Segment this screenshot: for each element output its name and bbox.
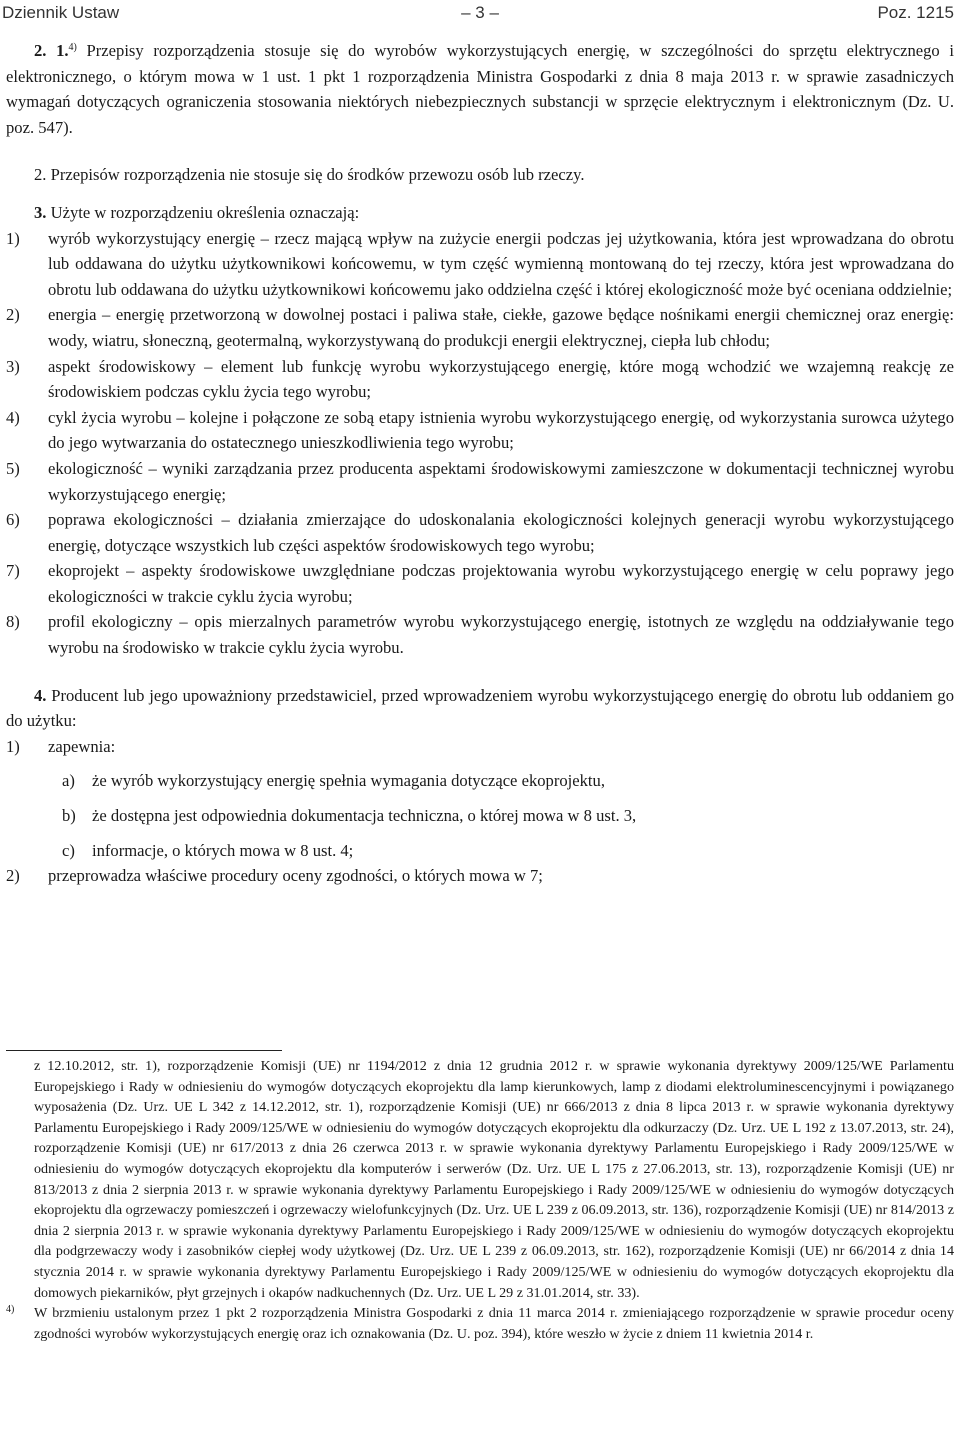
- subitem-text: że dostępna jest odpowiednia dokumentacja techniczna, o której mowa w 8 ust. 3,: [92, 806, 637, 826]
- obligation-subitem: [62, 803, 954, 829]
- page-header: [0, 0, 960, 28]
- section-2-paragraph-1: [6, 38, 954, 140]
- item-number: 3): [6, 356, 20, 376]
- item-number: 1): [6, 736, 20, 756]
- position-number: Poz. 1215: [877, 3, 954, 22]
- footnote-4: [6, 1303, 954, 1344]
- item-text: poprawa ekologiczności – działania zmierzające do udoskonalania ekologiczności kolejnych generacji wyrobu wykorzystującego energię, dotyczące wszystkich lub części aspektów środowiskowych tego wyrobu;: [48, 510, 954, 555]
- section-3-intro: [6, 200, 954, 226]
- section-4-number: 4.: [34, 685, 47, 705]
- subitem-text: informacje, o których mowa w 8 ust. 4;: [92, 840, 354, 860]
- section-3-number: 3.: [34, 202, 47, 222]
- item-text: cykl życia wyrobu – kolejne i połączone ze sobą etapy istnienia wyrobu wykorzystującego energię, od wykorzystania surowca użytego do jego wytwarzania do ostatecznego unieszkodliwienia tego wyrobu;: [48, 407, 954, 453]
- item-text: ekoprojekt – aspekty środowiskowe uwzględniane podczas projektowania wyrobu wykorzystującego energię w celu poprawy jego ekologiczności w trakcie cyklu życia wyrobu;: [48, 561, 954, 606]
- page-number: – 3 –: [461, 3, 499, 22]
- journal-title: Dziennik Ustaw: [2, 3, 120, 22]
- section-4-intro: [6, 683, 954, 734]
- definition-item: [6, 302, 954, 353]
- item-number: 7): [6, 561, 20, 581]
- section-2-number: 2. 1.: [34, 41, 69, 60]
- item-number: 1): [6, 228, 20, 248]
- item-number: 2): [6, 866, 20, 886]
- item-text: ekologiczność – wyniki zarządzania przez producenta aspektami środowiskowymi zamieszczone w dokumentacji technicznej wyrobu wykorzystującego energię;: [48, 458, 954, 504]
- definition-item: [6, 354, 954, 405]
- footnotes: [6, 1050, 954, 1344]
- section-2-paragraph-1-text: Przepisy rozporządzenia stosuje się do wyrobów wykorzystujących energię, w szczególności do sprzętu elektrycznego i elektronicznego, o którym mowa w 1 ust. 1 pkt 1 rozporządzenia Ministra Gospodarki z dnia 8 maja 2013 r. w sprawie zasadniczych wymagań dotyczących ograniczenia stosowania niektórych niebezpiecznych substancji w sprzęcie elektrycznym i elektronicznym (Dz. U. poz. 547).: [6, 41, 954, 137]
- item-text: zapewnia:: [48, 736, 116, 756]
- document-body: [6, 38, 954, 889]
- subitem-text: że wyrób wykorzystujący energię spełnia wymagania dotyczące ekoprojektu,: [92, 771, 605, 791]
- subitem-letter: a): [62, 771, 75, 791]
- footnote-4-text: W brzmieniu ustalonym przez 1 pkt 2 rozporządzenia Ministra Gospodarki z dnia 11 marca 2014 r. zmieniającego rozporządzenie w sprawie procedur oceny zgodności wyrobów wykorzystujących energię oraz ich oznakowania (Dz. U. poz. 394), które weszło w życie z dniem 11 kwietnia 2014 r.: [34, 1305, 954, 1342]
- item-number: 2): [6, 305, 20, 325]
- definition-item: [6, 558, 954, 609]
- footnote-ref-4: 4): [68, 42, 77, 53]
- item-number: 8): [6, 612, 20, 632]
- subitem-letter: c): [62, 840, 75, 860]
- item-text: aspekt środowiskowy – element lub funkcję wyrobu wykorzystującego energię, które mogą wchodzić we wzajemną reakcję ze środowiskiem podczas cyklu życia tego wyrobu;: [48, 356, 954, 402]
- item-text: przeprowadza właściwe procedury oceny zgodności, o których mowa w 7;: [48, 866, 543, 886]
- section-2-paragraph-2: 2. Przepisów rozporządzenia nie stosuje się do środków przewozu osób lub rzeczy.: [34, 165, 585, 185]
- obligation-item: [6, 863, 954, 889]
- item-text: wyrób wykorzystujący energię – rzecz mającą wpływ na zużycie energii podczas jej użytkowania, która jest wprowadzana do obrotu lub oddawana do użytku użytkownikowi końcowemu, w tym część wymienną montowaną do tej rzeczy, która jest wprowadzana do obrotu lub oddawana do użytku użytkownikowi końcowemu jako oddzielna część i której ekologiczność może być oceniana oddzielnie;: [48, 228, 954, 299]
- definition-item: [6, 507, 954, 558]
- obligation-subitem: [62, 768, 954, 794]
- item-number: 5): [6, 458, 20, 478]
- obligation-item: [6, 734, 954, 760]
- section-4-intro-text: Producent lub jego upoważniony przedstawiciel, przed wprowadzeniem wyrobu wykorzystującego energię do obrotu lub oddaniem go do użytku:: [6, 685, 954, 731]
- footnote-continuation: [6, 1056, 954, 1303]
- item-number: 6): [6, 510, 20, 530]
- obligation-subitem: [62, 838, 954, 864]
- definition-item: [6, 609, 954, 660]
- item-number: 4): [6, 407, 20, 427]
- footnote-4-mark: 4): [6, 1304, 15, 1316]
- definition-item: [6, 405, 954, 456]
- definition-item: [6, 226, 954, 303]
- footnote-continuation-text: z 12.10.2012, str. 1), rozporządzenie Komisji (UE) nr 1194/2012 z dnia 12 grudnia 2012 r. w sprawie wykonania dyrektywy 2009/125/WE Parlamentu Europejskiego i Rady w odniesieniu do wymogów dotyczących ekoprojektu dla lamp kierunkowych, lamp z diodami elektroluminescencyjnymi i powiązanego wyposażenia (Dz. Urz. UE L 342 z 14.12.2012, str. 1), rozporządzenie Komisji (UE) nr 666/2013 z dnia 8 lipca 2013 r. w sprawie wykonania dyrektywy Parlamentu Europejskiego i Rady 2009/125/WE w odniesieniu do wymogów dotyczących ekoprojektu dla odkurzaczy (Dz. Urz. UE L 192 z 13.07.2013, str. 24), rozporządzenie Komisji (UE) nr 617/2013 z dnia 26 czerwca 2013 r. w sprawie wykonania dyrektywy Parlamentu Europejskiego i Rady 2009/125/WE w odniesieniu do wymogów dotyczących ekoprojektu dla komputerów i serwerów (Dz. Urz. UE L 175 z 27.06.2013, str. 13), rozporządzenie Komisji (UE) nr 813/2013 z dnia 2 sierpnia 2013 r. w sprawie wykonania dyrektywy Parlamentu Europejskiego i Rady 2009/125/WE w odniesieniu do wymogów dotyczących ekoprojektu dla ogrzewaczy pomieszczeń i ogrzewaczy wielofunkcyjnych (Dz. Urz. UE L 239 z 06.09.2013, str. 136), rozporządzenie Komisji (UE) nr 814/2013 z dnia 2 sierpnia 2013 r. w sprawie wykonania dyrektywy Parlamentu Europejskiego i Rady 2009/125/WE w odniesieniu do wymogów dotyczących ekoprojektu dla podgrzewaczy wody i zasobników ciepłej wody użytkowej (Dz. Urz. UE L 239 z 06.09.2013, str. 162), rozporządzenie Komisji (UE) nr 66/2014 z dnia 14 stycznia 2014 r. w sprawie wykonania dyrektywy Parlamentu Europejskiego i Rady 2009/125/WE w odniesieniu do wymogów dotyczących ekoprojektu dla domowych piekarników, płyt grzejnych i okapów nadkuchennych (Dz. Urz. UE L 29 z 31.01.2014, str. 33).: [34, 1058, 954, 1301]
- footnote-divider: [6, 1050, 282, 1051]
- item-text: energia – energię przetworzoną w dowolnej postaci i paliwa stałe, ciekłe, gazowe będące nośnikami energii chemicznej oraz energię: wody, wiatru, słoneczną, geotermalną, wykorzystywaną do produkcji energii elektrycznej, ciepła lub chłodu;: [48, 305, 954, 350]
- definition-item: [6, 456, 954, 507]
- subitem-letter: b): [62, 806, 76, 826]
- section-3-intro-text: Użyte w rozporządzeniu określenia oznaczają:: [46, 202, 360, 222]
- item-text: profil ekologiczny – opis mierzalnych parametrów wyrobu wykorzystującego energię, istotnych ze względu na oddziaływanie tego wyrobu na środowisko w trakcie cyklu życia wyrobu.: [48, 612, 954, 658]
